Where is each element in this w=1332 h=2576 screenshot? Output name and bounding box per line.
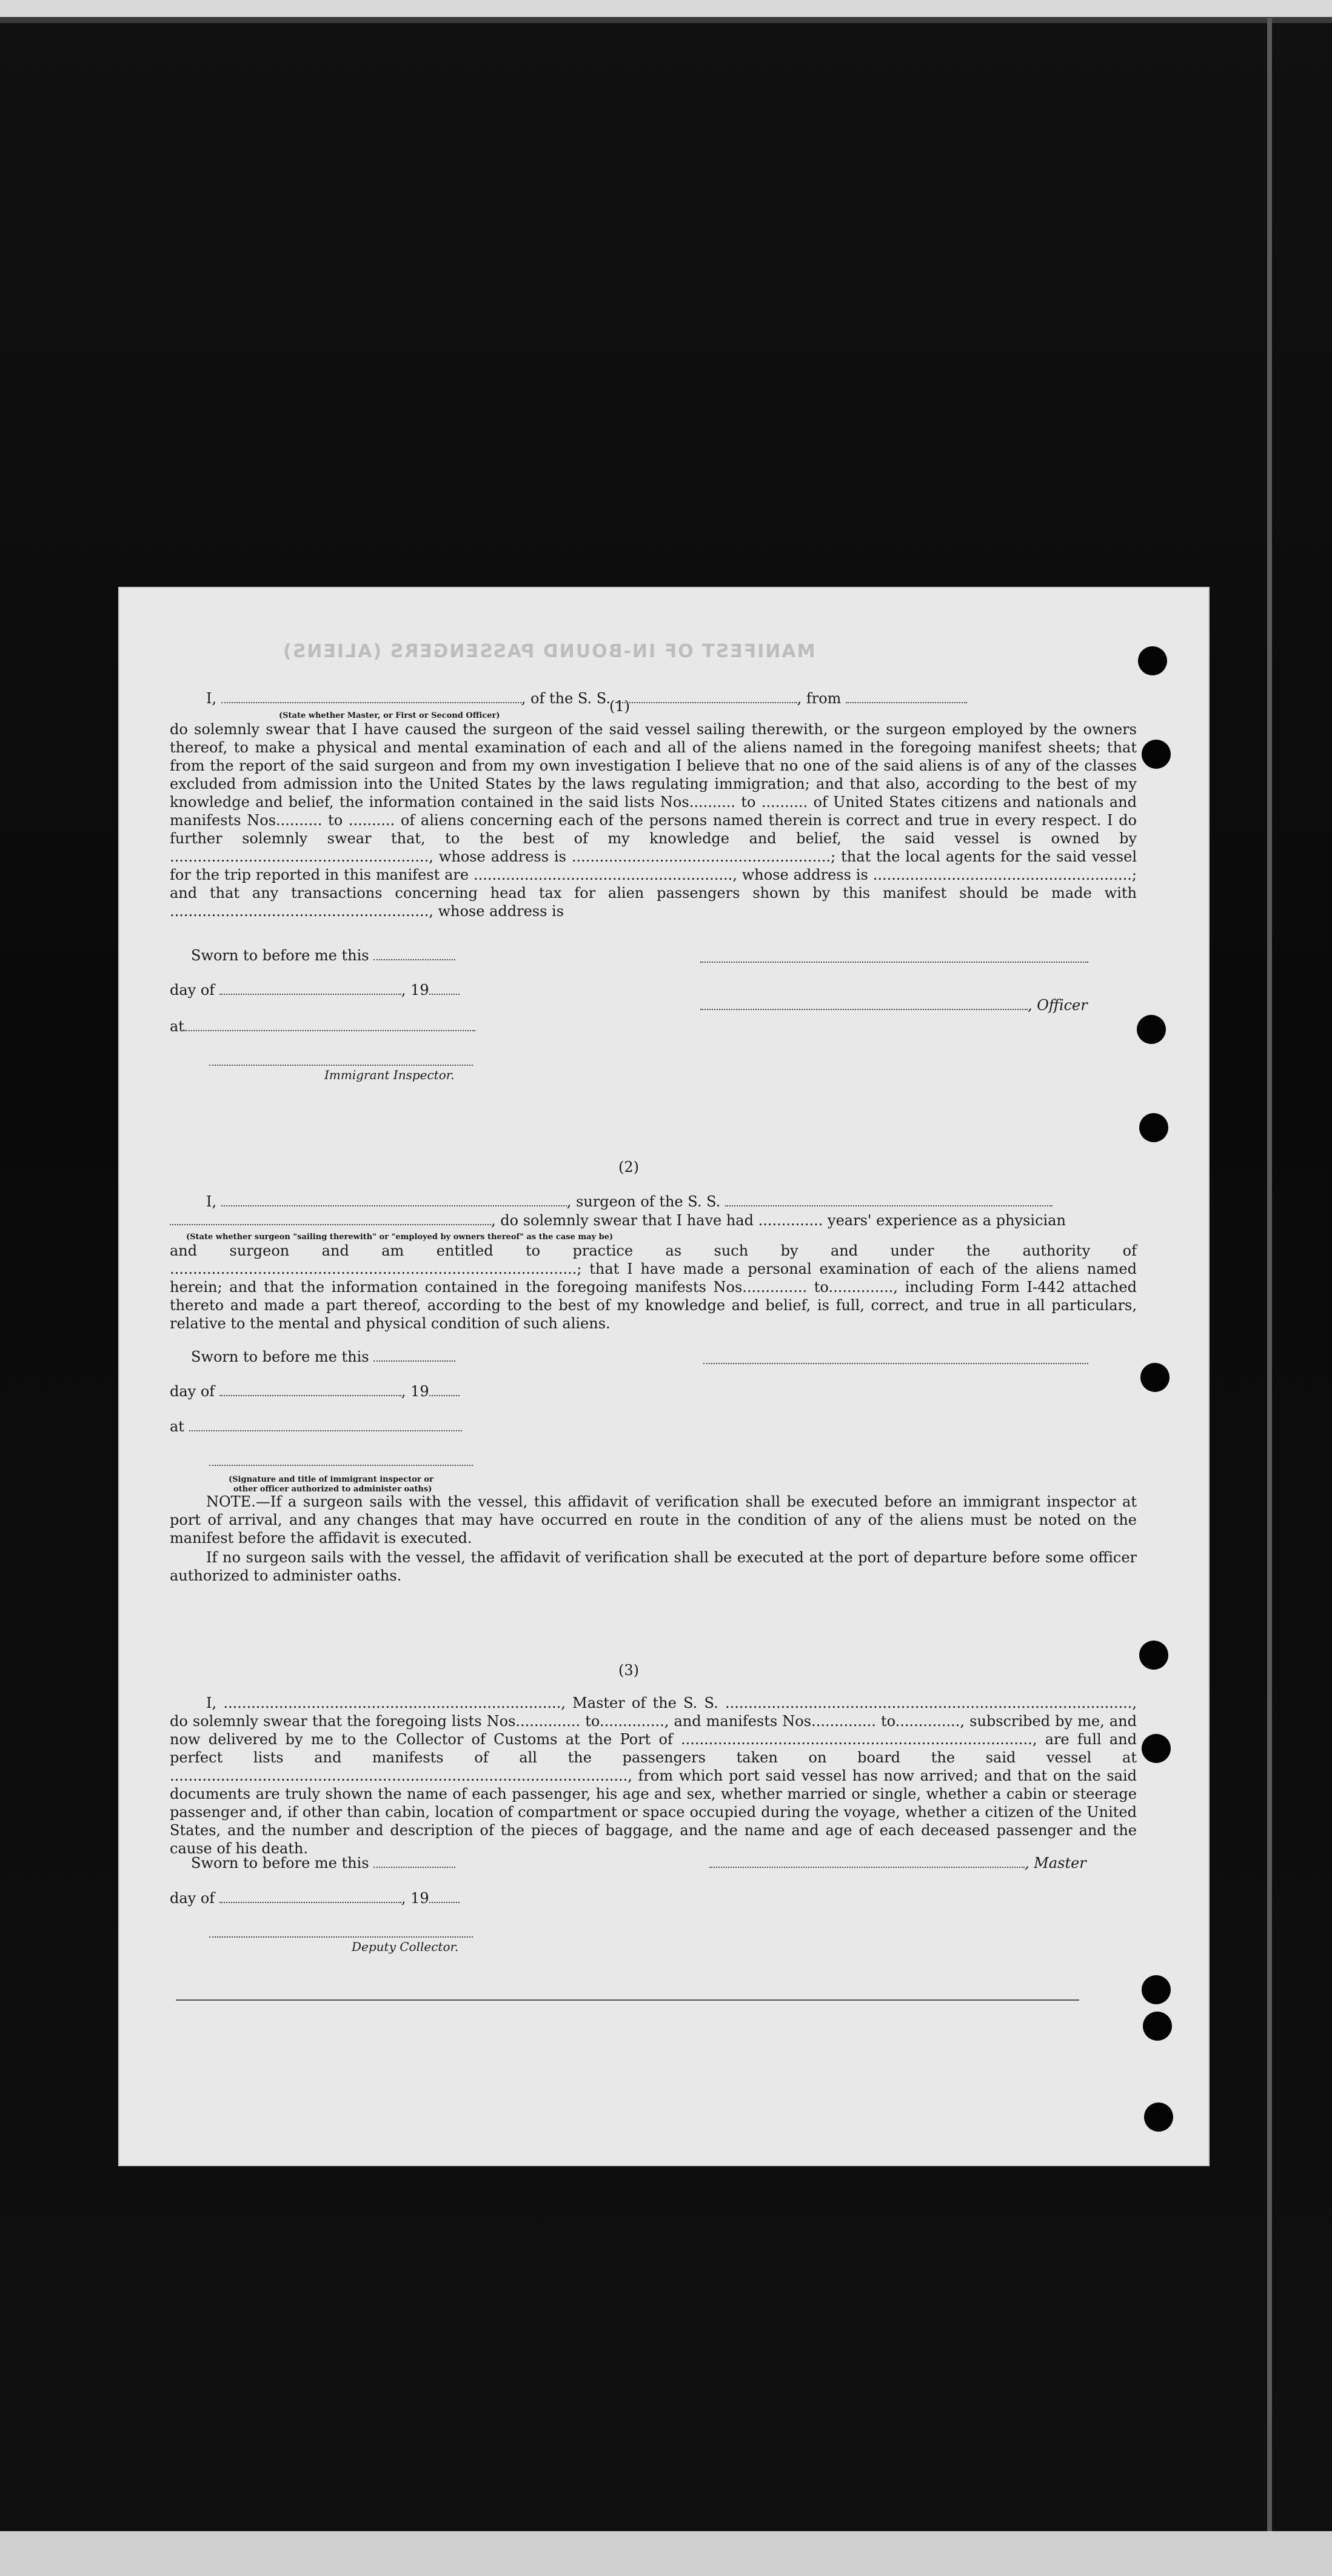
at-label-2: at: [170, 1418, 184, 1435]
at-blank: [184, 1018, 475, 1031]
year-label-3: , 19: [401, 1890, 429, 1907]
day-of-label-2: day of: [170, 1383, 215, 1400]
immigrant-inspector-label: Immigrant Inspector.: [324, 1068, 455, 1082]
officer-signature-line-1: [700, 962, 1088, 963]
section-2-i: I,: [206, 1193, 217, 1210]
section-2-opening-line: [206, 1193, 1053, 1211]
bleed-through-title: MANIFEST OF IN-BOUND PASSENGERS (ALIENS): [282, 641, 815, 662]
film-bottom-edge: [0, 2531, 1332, 2576]
surgeon-signature-line: [703, 1363, 1088, 1364]
punch-hole: [1139, 1113, 1168, 1142]
at-blank-2: [189, 1418, 462, 1431]
of-the-ss-label: , of the S. S.: [521, 690, 611, 707]
officer-signature-line-2: [700, 996, 1088, 1014]
film-top-edge: [0, 0, 1332, 17]
section-2-sworn: [191, 1348, 455, 1366]
surgeon-swear-text: , do solemnly swear that I have had .............. years' experience as a physician: [491, 1212, 1066, 1229]
section-1-day: [170, 981, 460, 999]
year-label: , 19: [401, 982, 429, 999]
punch-hole: [1140, 1363, 1170, 1392]
sworn-label-3: Sworn to before me this: [191, 1855, 369, 1872]
surgeon-note: (State whether surgeon "sailing therewith" or "employed by owners thereof" as the case may be): [186, 1233, 614, 1242]
day-blank: [219, 982, 401, 995]
section-1-opening-line: [206, 689, 1116, 708]
punch-hole: [1138, 646, 1167, 675]
section-1-i: I,: [206, 690, 217, 707]
day-blank-3: [219, 1890, 401, 1903]
vessel-name-blank: [615, 690, 797, 703]
punch-hole: [1137, 1015, 1166, 1044]
manifest-page: [118, 587, 1210, 2166]
sworn-blank: [373, 947, 455, 960]
punch-hole: [1142, 1975, 1171, 2004]
master-blank: [709, 1855, 1025, 1868]
bottom-rule: [176, 1999, 1079, 2001]
year-label-2: , 19: [401, 1383, 429, 1400]
section-3-day: [170, 1889, 460, 1907]
master-label: , Master: [1025, 1855, 1086, 1872]
section-1-at: [170, 1017, 475, 1035]
punch-hole: [1143, 2012, 1172, 2041]
year-blank: [429, 982, 460, 995]
deputy-collector-label: Deputy Collector.: [352, 1939, 459, 1954]
from-label: , from: [797, 690, 842, 707]
note-paragraph-1: NOTE.—If a surgeon sails with the vessel, this affidavit of verification shall be executed before an immigrant inspector at port of arrival, and any changes that may have occurred en route in the condition of any of the aliens must be noted on the manifest before the affidavit is executed.: [170, 1493, 1137, 1547]
section-3-number: (3): [618, 1662, 639, 1679]
film-right-edge: [1267, 18, 1272, 2534]
section-1-number: (1): [609, 698, 630, 715]
section-2-day: [170, 1382, 460, 1400]
day-of-label: day of: [170, 982, 215, 999]
signature-note-1: (Signature and title of immigrant inspector or: [229, 1475, 433, 1484]
day-blank-2: [219, 1383, 401, 1396]
sworn-blank-2: [373, 1348, 455, 1362]
at-label: at: [170, 1018, 184, 1035]
note-paragraph-2: If no surgeon sails with the vessel, the affidavit of verification shall be executed at the port of departure before some officer authorized to administer oaths.: [170, 1549, 1137, 1584]
officer-note: (State whether Master, or First or Second Officer): [279, 711, 500, 720]
surgeon-vessel-blank: [725, 1193, 1053, 1206]
sworn-label: Sworn to before me this: [191, 947, 369, 964]
port-from-blank: [846, 690, 967, 703]
section-2-number: (2): [618, 1159, 639, 1176]
punch-hole: [1139, 1641, 1168, 1670]
surgeon-type-blank: [170, 1212, 491, 1225]
officer-label: , Officer: [1028, 997, 1088, 1014]
section-2-at: [170, 1417, 462, 1436]
master-name-blank: [221, 690, 521, 703]
officer-blank: [700, 997, 1028, 1010]
punch-hole: [1144, 2103, 1173, 2132]
day-of-label-3: day of: [170, 1890, 215, 1907]
surgeon-name-blank: [221, 1193, 567, 1206]
section-3-body: I, ........................................................................., Master of the S. S. ........................................................................................, do solemnly swear that the foregoing lists Nos.............. to.............., and manifests Nos.............. to.............., subscribed by me, and now delivered by me to the Collector of Customs at the Port of ............................................................................, are full and perfect lists and manifests of all the passengers taken on board the said vessel at ..................................................................................................., from which port said vessel has now arrived; and that on the said documents are truly shown the name of each passenger, his age and sex, whether married or single, whether a cabin or steerage passenger and, if other than cabin, location of compartment or space occupied during the voyage, whether a citizen of the United States, and the number and description of the pieces of baggage, and the name and age of each deceased passenger and the cause of his death.: [170, 1694, 1137, 1857]
film-top-shadow: [0, 17, 1332, 23]
punch-hole: [1142, 1734, 1171, 1763]
section-2-swear-line: [170, 1211, 1066, 1229]
section-1-body: do solemnly swear that I have caused the surgeon of the said vessel sailing therewith, or the surgeon employed by the owners thereof, to make a physical and mental examination of each and all of the aliens named in the foregoing manifest sheets; that from the report of the said surgeon and from my own investigation I believe that no one of the said aliens is of any of the classes excluded from admission into the United States by the laws regulating immigration; and that also, according to the best of my knowledge and belief, the information contained in the said lists Nos.......... to .......... of United States citizens and nationals and manifests Nos.......... to .......... of aliens concerning each of the persons named therein is correct and true in every respect. I do further solemnly swear that, to the best of my knowledge and belief, the said vessel is owned by ........................................................, whose address is ........................................................; that the local agents for the said vessel for the trip reported in this manifest are ........................................................, whose address is ........................................................; and that any transactions concerning head tax for alien passengers shown by this manifest should be made with ........................................................, whose address is: [170, 721, 1137, 920]
sworn-blank-3: [373, 1855, 455, 1868]
section-3-sworn: [191, 1854, 455, 1872]
master-signature-line: [709, 1854, 1086, 1872]
surgeon-witness-signature-line: [209, 1465, 473, 1466]
punch-hole: [1142, 740, 1171, 769]
year-blank-2: [429, 1383, 460, 1396]
surgeon-of-label: , surgeon of the S. S.: [566, 1193, 721, 1210]
year-blank-3: [429, 1890, 460, 1903]
section-1-sworn: [191, 946, 455, 965]
section-2-body: and surgeon and am entitled to practice as such by and under the authority of ........................................................................................; that I have made a personal examination of each of the aliens named herein; and that the information contained in the foregoing manifests Nos.............. to.............., including Form I-442 attached thereto and made a part thereof, according to the best of my knowledge and belief, is full, correct, and true in all particulars, relative to the mental and physical condition of such aliens.: [170, 1242, 1137, 1332]
signature-note-2: other officer authorized to administer oaths): [233, 1485, 432, 1494]
sworn-label-2: Sworn to before me this: [191, 1348, 369, 1365]
